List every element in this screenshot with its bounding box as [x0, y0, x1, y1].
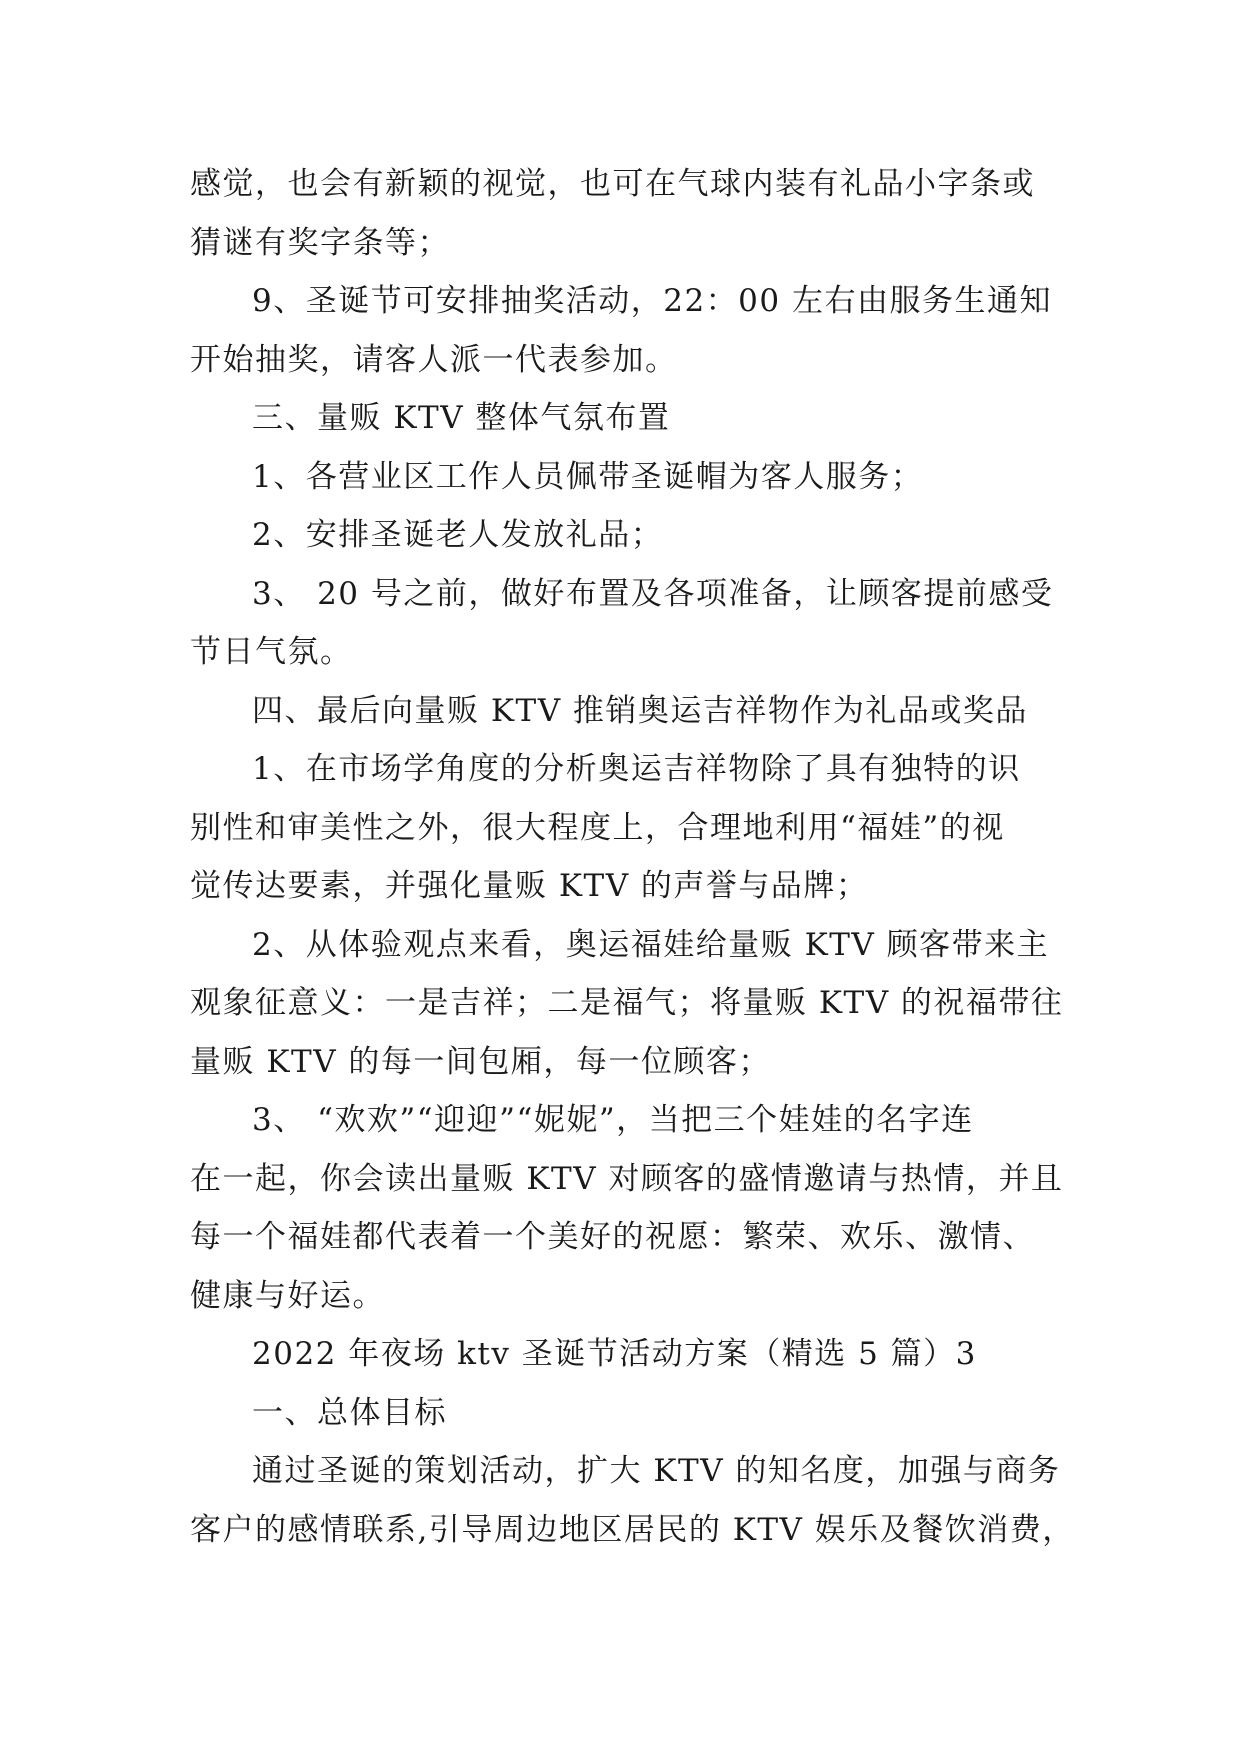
text-line: 客户的感情联系,引导周边地区居民的 KTV 娱乐及餐饮消费，: [190, 1511, 1075, 1548]
text-line: 健康与好运。: [190, 1277, 385, 1314]
text-line: 节日气氛。: [190, 634, 353, 670]
text-line: 1、在市场学角度的分析奥运吉祥物除了具有独特的识: [252, 751, 1021, 787]
text-line: 在一起，你会读出量贩 KTV 对顾客的盛情邀请与热情，并且: [190, 1160, 1064, 1197]
text-line: 每一个福娃都代表着一个美好的祝愿：繁荣、欢乐、激情、: [190, 1219, 1035, 1255]
text-line: 觉传达要素，并强化量贩 KTV 的声誉与品牌；: [190, 868, 869, 904]
text-line: 9、圣诞节可安排抽奖活动，22：00 左右由服务生通知: [252, 283, 1052, 319]
text-line: 三、量贩 KTV 整体气氛布置: [252, 400, 671, 436]
text-line: 感觉，也会有新颖的视觉，也可在气球内装有礼品小字条或: [190, 166, 1035, 202]
text-line: 四、最后向量贩 KTV 推销奥运吉祥物作为礼品或奖品: [252, 692, 1028, 729]
text-line: 开始抽奖，请客人派一代表参加。: [190, 341, 678, 378]
text-line: 一、总体目标: [252, 1394, 447, 1431]
text-line: 2、安排圣诞老人发放礼品；: [252, 517, 664, 553]
text-line: 通过圣诞的策划活动，扩大 KTV 的知名度，加强与商务: [252, 1453, 1061, 1489]
text-line: 量贩 KTV 的每一间包厢，每一位顾客；: [190, 1043, 771, 1080]
text-line: 别性和审美性之外，很大程度上，合理地利用“福娃”的视: [190, 809, 1005, 846]
text-line: 3、 20 号之前，做好布置及各项准备，让顾客提前感受: [252, 575, 1054, 612]
text-line: 3、 “欢欢”“迎迎”“妮妮”，当把三个娃娃的名字连: [252, 1102, 974, 1138]
text-line: 猜谜有奖字条等；: [190, 224, 450, 261]
text-line: 1、各营业区工作人员佩带圣诞帽为客人服务；: [252, 458, 924, 495]
text-line: 2022 年夜场 ktv 圣诞节活动方案（精选 5 篇）3: [252, 1336, 977, 1372]
document-body: [190, 155, 1075, 1559]
text-line: 2、从体验观点来看，奥运福娃给量贩 KTV 顾客带来主: [252, 926, 1050, 963]
text-line: 观象征意义：一是吉祥；二是福气；将量贩 KTV 的祝福带往: [190, 985, 1064, 1021]
